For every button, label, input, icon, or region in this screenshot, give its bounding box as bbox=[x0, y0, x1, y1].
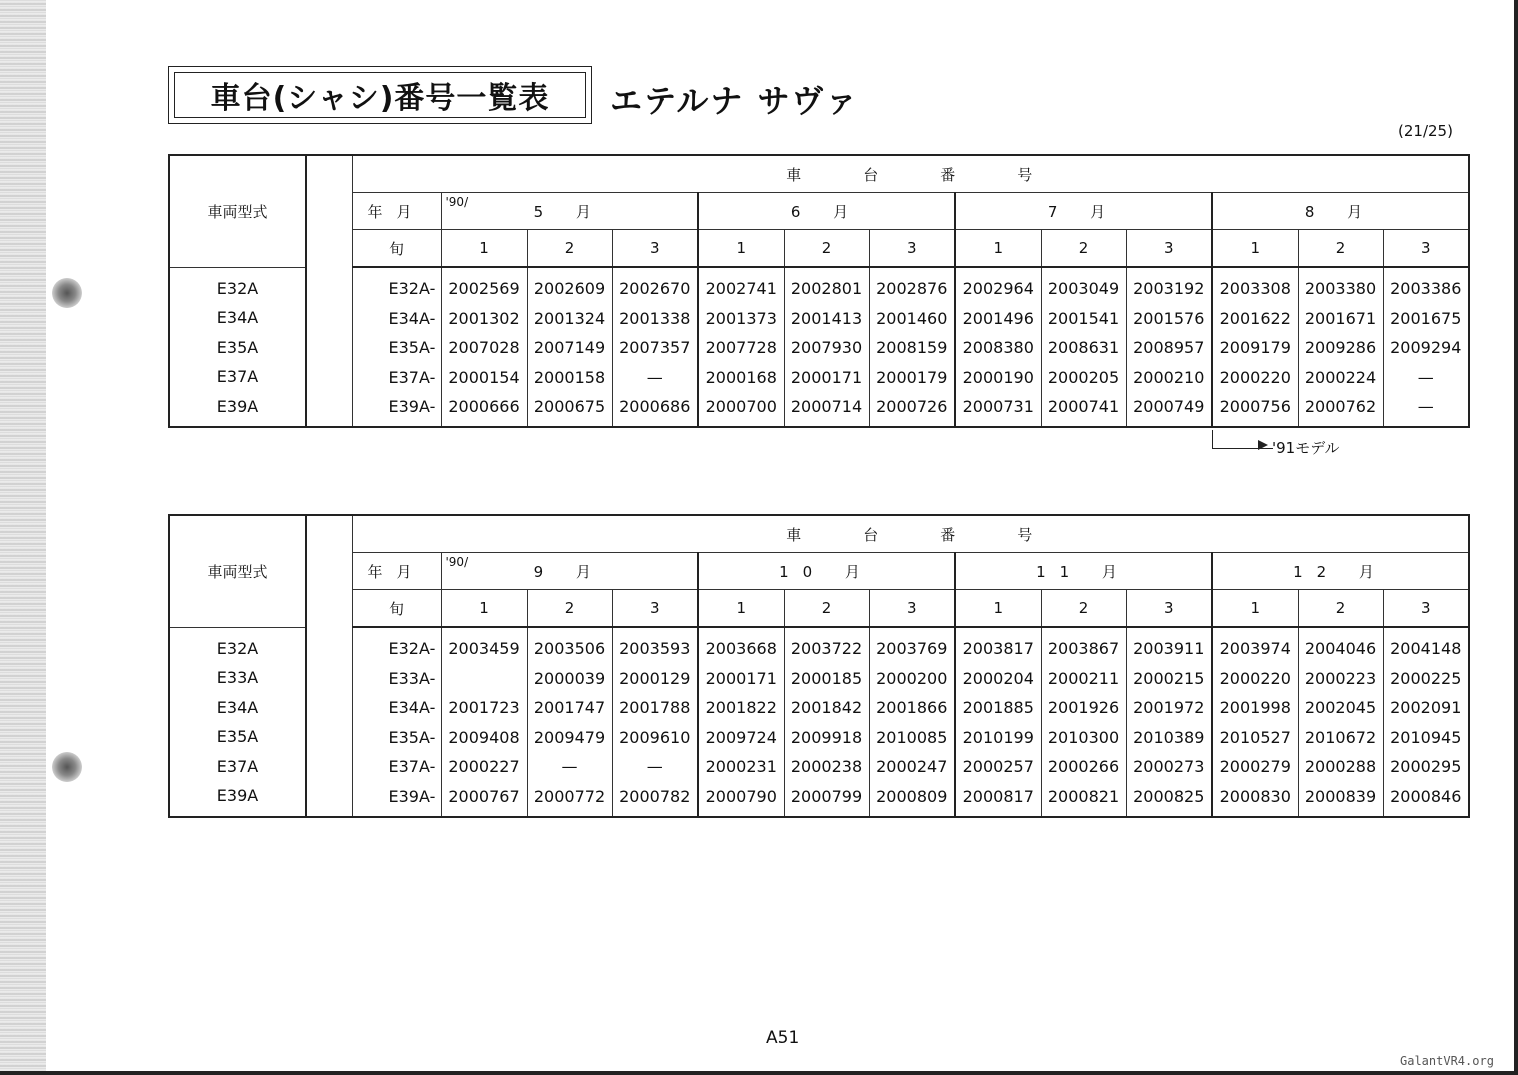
period-header: 1 bbox=[441, 230, 527, 268]
table-cell: 2001413 bbox=[790, 308, 863, 328]
period-header: 1 bbox=[1212, 590, 1298, 628]
period-header: 3 bbox=[1126, 230, 1212, 268]
table-cell: 2000839 bbox=[1304, 786, 1377, 806]
vehicle-model-list bbox=[169, 267, 306, 427]
table-cell: 2001324 bbox=[533, 308, 606, 328]
period-header: 2 bbox=[1298, 230, 1383, 268]
table-cell: 2001338 bbox=[619, 308, 691, 328]
table-cell: 2000200 bbox=[876, 668, 948, 688]
table-cell: 2003974 bbox=[1219, 639, 1291, 658]
period-column bbox=[869, 627, 955, 817]
period-header: 2 bbox=[1041, 590, 1126, 628]
table-cell: 2000257 bbox=[962, 757, 1034, 776]
model-year-note: '91モデル bbox=[1272, 439, 1340, 457]
table-cell: — bbox=[561, 757, 578, 776]
table-cell: 2000675 bbox=[533, 397, 606, 416]
period-column bbox=[1383, 267, 1469, 427]
table-cell: E37A bbox=[216, 367, 259, 386]
table-cell: 2002801 bbox=[790, 279, 863, 298]
table-cell: 2010085 bbox=[876, 727, 948, 747]
table-cell: 2010945 bbox=[1390, 727, 1462, 747]
table-cell: 2003817 bbox=[962, 639, 1034, 658]
period-header: 1 bbox=[441, 590, 527, 628]
period-column bbox=[1212, 267, 1298, 427]
table-cell: 2000211 bbox=[1047, 668, 1120, 688]
period-header: 2 bbox=[527, 590, 612, 628]
period-label: 旬 bbox=[352, 590, 441, 628]
table-cell: 2000731 bbox=[962, 397, 1034, 416]
table-cell: E37A- bbox=[388, 757, 436, 776]
period-header: 1 bbox=[1212, 230, 1298, 268]
table-cell: 2004046 bbox=[1304, 639, 1377, 658]
period-header: 1 bbox=[698, 230, 784, 268]
table-cell: 2009286 bbox=[1304, 338, 1377, 357]
table-cell: E32A- bbox=[388, 279, 436, 298]
table-cell: 2001723 bbox=[448, 698, 520, 717]
chassis-number-header: 車台番号 bbox=[352, 155, 1469, 193]
table-cell: 2000790 bbox=[705, 786, 777, 806]
table-cell: 2009918 bbox=[790, 727, 863, 747]
table-cell: 2000767 bbox=[448, 786, 520, 806]
table-cell: 2008380 bbox=[962, 338, 1034, 357]
table-cell: 2000215 bbox=[1133, 668, 1205, 688]
table-cell: 2000158 bbox=[533, 367, 606, 387]
month-header: 11 月 bbox=[955, 553, 1212, 590]
table-cell: — bbox=[1417, 397, 1434, 416]
period-column bbox=[1041, 627, 1126, 817]
table-cell: 2000821 bbox=[1047, 786, 1120, 806]
table-cell: 2003386 bbox=[1390, 279, 1462, 298]
spacer-cell bbox=[306, 155, 352, 267]
table-cell: 2009724 bbox=[705, 727, 777, 747]
table-cell: 2010527 bbox=[1219, 727, 1291, 747]
table-cell: 2000154 bbox=[448, 367, 520, 387]
table-cell: 2003459 bbox=[448, 639, 520, 658]
spacer-cell bbox=[306, 515, 352, 627]
table-cell: 2001373 bbox=[705, 308, 777, 328]
period-column bbox=[869, 267, 955, 427]
chassis-prefix-list bbox=[352, 267, 441, 427]
chassis-prefix-list bbox=[352, 627, 441, 817]
binder-hole-top bbox=[52, 278, 82, 308]
table-cell: 2000825 bbox=[1133, 786, 1205, 806]
table-cell: 2009610 bbox=[619, 727, 691, 747]
scan-bottom-edge bbox=[0, 1071, 1518, 1075]
period-header: 2 bbox=[784, 230, 869, 268]
table-cell: 2001822 bbox=[705, 698, 777, 717]
table-cell: E34A bbox=[216, 308, 259, 327]
table-cell: 2010199 bbox=[962, 727, 1034, 747]
table-cell: 2000168 bbox=[705, 367, 777, 387]
table-cell: 2003911 bbox=[1133, 639, 1205, 658]
model-col-header: 車両型式 bbox=[169, 515, 306, 627]
period-column bbox=[612, 627, 698, 817]
table-cell: 2007728 bbox=[705, 338, 777, 357]
table-cell: 2000238 bbox=[790, 757, 863, 776]
period-column bbox=[1298, 267, 1383, 427]
period-header: 1 bbox=[955, 590, 1041, 628]
table-cell: 2000288 bbox=[1304, 757, 1377, 776]
table-cell: 2000749 bbox=[1133, 397, 1205, 416]
table-cell: 2000266 bbox=[1047, 757, 1120, 776]
table-cell: 2000247 bbox=[876, 757, 948, 776]
table-cell: 2000666 bbox=[448, 397, 520, 416]
period-column bbox=[441, 627, 527, 817]
period-header: 3 bbox=[869, 230, 955, 268]
table-cell: 2001866 bbox=[876, 698, 948, 717]
page-count: (21/25) bbox=[1398, 122, 1453, 140]
period-header: 3 bbox=[869, 590, 955, 628]
table-cell: E37A- bbox=[388, 367, 436, 387]
table-cell: 2001541 bbox=[1047, 308, 1120, 328]
table-cell: 2001972 bbox=[1133, 698, 1205, 717]
period-header: 2 bbox=[1298, 590, 1383, 628]
table-cell: 2010389 bbox=[1133, 727, 1205, 747]
table-cell: — bbox=[1417, 367, 1434, 387]
table-cell: 2002091 bbox=[1390, 698, 1462, 717]
table-cell: — bbox=[646, 367, 663, 387]
page-number: A51 bbox=[766, 1028, 800, 1048]
table-cell: 2000714 bbox=[790, 397, 863, 416]
period-header: 2 bbox=[784, 590, 869, 628]
month-header: 10 月 bbox=[698, 553, 955, 590]
table-cell: 2002876 bbox=[876, 279, 948, 298]
table-cell: E35A- bbox=[388, 727, 436, 747]
table-cell: 2000179 bbox=[876, 367, 948, 387]
period-header: 3 bbox=[612, 230, 698, 268]
table-cell: 2002964 bbox=[962, 279, 1034, 298]
period-header: 3 bbox=[1383, 230, 1469, 268]
page-title: 車台(シャシ)番号一覧表 bbox=[174, 72, 586, 118]
table-cell: 2000205 bbox=[1047, 367, 1120, 387]
table-cell: E32A bbox=[216, 278, 259, 298]
table-cell: E32A- bbox=[388, 639, 436, 658]
table-cell: 2000772 bbox=[533, 786, 606, 806]
table-cell: 2010672 bbox=[1304, 727, 1377, 747]
period-column bbox=[612, 267, 698, 427]
table-cell: E33A bbox=[216, 668, 259, 687]
table-cell: 2003769 bbox=[876, 639, 948, 658]
table-cell: E39A- bbox=[388, 786, 436, 806]
period-column bbox=[441, 267, 527, 427]
period-column bbox=[1126, 267, 1212, 427]
table-cell: 2003867 bbox=[1047, 639, 1120, 658]
table-cell: 2003308 bbox=[1219, 279, 1291, 298]
table-cell: 2000700 bbox=[705, 397, 777, 416]
table-cell: 2009408 bbox=[448, 727, 520, 747]
table-cell: 2004148 bbox=[1390, 639, 1462, 658]
table-cell: 2008159 bbox=[876, 338, 948, 357]
table-cell: 2000762 bbox=[1304, 397, 1377, 416]
table-cell: 2009479 bbox=[533, 727, 606, 747]
period-header: 3 bbox=[1383, 590, 1469, 628]
chassis-table-1 bbox=[168, 154, 1470, 428]
table-cell: 2008631 bbox=[1047, 338, 1120, 357]
table-cell: 2001926 bbox=[1047, 698, 1120, 717]
table-cell: 2001671 bbox=[1304, 308, 1377, 328]
table-cell: 2000295 bbox=[1390, 757, 1462, 776]
period-column bbox=[527, 267, 612, 427]
table-cell: 2010300 bbox=[1047, 727, 1120, 747]
table-cell: 2000220 bbox=[1219, 367, 1291, 387]
table-cell: 2000726 bbox=[876, 397, 948, 416]
table-cell: 2000039 bbox=[533, 668, 606, 688]
period-column bbox=[698, 627, 784, 817]
table-cell: 2000231 bbox=[705, 757, 777, 776]
table-cell: 2002569 bbox=[448, 279, 520, 298]
table-cell: 2001842 bbox=[790, 698, 863, 717]
table-cell: 2002609 bbox=[533, 279, 606, 298]
model-col-header: 車両型式 bbox=[169, 155, 306, 267]
table-cell: 2000830 bbox=[1219, 786, 1291, 806]
table-cell: 2000686 bbox=[619, 397, 691, 416]
period-header: 3 bbox=[612, 590, 698, 628]
scan-right-edge bbox=[1514, 0, 1518, 1075]
table-cell: 2007930 bbox=[790, 338, 863, 357]
month-header: '90/ 5 月 bbox=[441, 193, 698, 230]
period-column bbox=[1383, 627, 1469, 817]
table-cell: 2000741 bbox=[1047, 397, 1120, 416]
table-cell: E39A bbox=[216, 396, 259, 416]
period-column bbox=[1298, 627, 1383, 817]
table-cell: E39A bbox=[216, 786, 259, 805]
table-cell: E33A- bbox=[388, 668, 436, 688]
watermark: GalantVR4.org bbox=[1400, 1054, 1494, 1068]
table-cell: 2000223 bbox=[1304, 668, 1377, 688]
table-cell: 2000273 bbox=[1133, 757, 1205, 776]
table-cell: E34A- bbox=[388, 698, 436, 717]
table-cell: 2009294 bbox=[1390, 338, 1462, 357]
table-cell: 2003192 bbox=[1133, 279, 1205, 298]
scan-left-edge bbox=[0, 0, 46, 1075]
table-cell: 2001460 bbox=[876, 308, 948, 328]
month-header: 8 月 bbox=[1212, 193, 1469, 230]
table-cell: 2002045 bbox=[1304, 698, 1377, 717]
month-header: '90/ 9 月 bbox=[441, 553, 698, 590]
table-cell: 2003380 bbox=[1304, 279, 1377, 298]
period-column bbox=[1126, 627, 1212, 817]
table-cell: 2000204 bbox=[962, 668, 1034, 688]
table-cell: 2000817 bbox=[962, 786, 1034, 806]
table-cell: E32A bbox=[216, 638, 259, 658]
table-cell: 2000224 bbox=[1304, 367, 1377, 387]
table-cell: 2003049 bbox=[1047, 279, 1120, 298]
table-cell: 2001675 bbox=[1390, 308, 1462, 328]
table-cell: E37A bbox=[216, 756, 259, 776]
table-cell: 2000129 bbox=[619, 668, 691, 688]
table-cell: 2003722 bbox=[790, 639, 863, 658]
table-cell: 2002670 bbox=[619, 279, 691, 298]
spacer-cell bbox=[306, 627, 352, 817]
binder-hole-bottom bbox=[52, 752, 82, 782]
table-cell bbox=[442, 664, 527, 694]
table-cell: 2000185 bbox=[790, 668, 863, 688]
table-cell: 2007028 bbox=[448, 338, 520, 357]
table-cell: 2001576 bbox=[1133, 308, 1205, 328]
table-cell: 2000210 bbox=[1133, 367, 1205, 387]
table-cell: 2001496 bbox=[962, 308, 1034, 328]
period-header: 2 bbox=[1041, 230, 1126, 268]
table-cell: 2008957 bbox=[1133, 338, 1205, 357]
month-header: 12 月 bbox=[1212, 553, 1469, 590]
title-box bbox=[168, 66, 592, 124]
period-header: 2 bbox=[527, 230, 612, 268]
table-cell: — bbox=[646, 757, 663, 776]
table-cell: 2002741 bbox=[705, 279, 777, 298]
month-header: 6 月 bbox=[698, 193, 955, 230]
year-month-label: 年月 bbox=[352, 553, 441, 590]
table-cell: E35A- bbox=[388, 338, 436, 357]
table-cell: 2009179 bbox=[1219, 338, 1291, 357]
month-header: 7 月 bbox=[955, 193, 1212, 230]
table-cell: 2000809 bbox=[876, 786, 948, 806]
table-cell: 2000756 bbox=[1219, 397, 1291, 416]
table-cell: 2001747 bbox=[533, 698, 606, 717]
vehicle-model-list bbox=[169, 627, 306, 817]
table-cell: 2001622 bbox=[1219, 308, 1291, 328]
table-cell: 2000220 bbox=[1219, 668, 1291, 688]
table-cell: 2001998 bbox=[1219, 698, 1291, 717]
table-cell: 2003593 bbox=[619, 639, 691, 658]
table-cell: 2000227 bbox=[448, 757, 520, 776]
spacer-cell bbox=[306, 267, 352, 427]
table-cell: 2000171 bbox=[790, 367, 863, 387]
period-column bbox=[955, 267, 1041, 427]
table-cell: 2000799 bbox=[790, 786, 863, 806]
period-column bbox=[784, 267, 869, 427]
period-label: 旬 bbox=[352, 230, 441, 268]
arrow-right-icon bbox=[1258, 440, 1268, 450]
table-cell: 2000782 bbox=[619, 786, 691, 806]
table-cell: 2000190 bbox=[962, 367, 1034, 387]
table-cell: E34A- bbox=[388, 308, 436, 328]
chassis-number-header: 車台番号 bbox=[352, 515, 1469, 553]
period-column bbox=[1041, 267, 1126, 427]
period-header: 3 bbox=[1126, 590, 1212, 628]
table-cell: 2000171 bbox=[705, 668, 777, 688]
table-cell: 2000225 bbox=[1390, 668, 1462, 688]
period-column bbox=[1212, 627, 1298, 817]
chassis-table-2 bbox=[168, 514, 1470, 818]
table-cell: E39A- bbox=[388, 397, 436, 416]
table-cell: E34A bbox=[216, 697, 259, 717]
table-cell: 2003668 bbox=[705, 639, 777, 658]
table-cell: E35A bbox=[216, 337, 259, 357]
table-cell: 2007149 bbox=[533, 338, 606, 357]
period-column bbox=[784, 627, 869, 817]
table-cell: 2003506 bbox=[533, 639, 606, 658]
table-cell: 2007357 bbox=[619, 338, 691, 357]
year-month-label: 年月 bbox=[352, 193, 441, 230]
table-cell: 2001885 bbox=[962, 698, 1034, 717]
period-column bbox=[527, 627, 612, 817]
period-header: 1 bbox=[698, 590, 784, 628]
period-column bbox=[955, 627, 1041, 817]
table-cell: 2001788 bbox=[619, 698, 691, 717]
table-cell: 2001302 bbox=[448, 308, 520, 328]
page-subtitle: エテルナ サヴァ bbox=[610, 82, 860, 120]
year-prefix: '90/ bbox=[445, 555, 469, 569]
period-header: 1 bbox=[955, 230, 1041, 268]
table-cell: E35A bbox=[216, 727, 259, 746]
period-column bbox=[698, 267, 784, 427]
year-prefix: '90/ bbox=[445, 195, 469, 209]
table-cell: 2000846 bbox=[1390, 786, 1462, 806]
table-cell: 2000279 bbox=[1219, 757, 1291, 776]
